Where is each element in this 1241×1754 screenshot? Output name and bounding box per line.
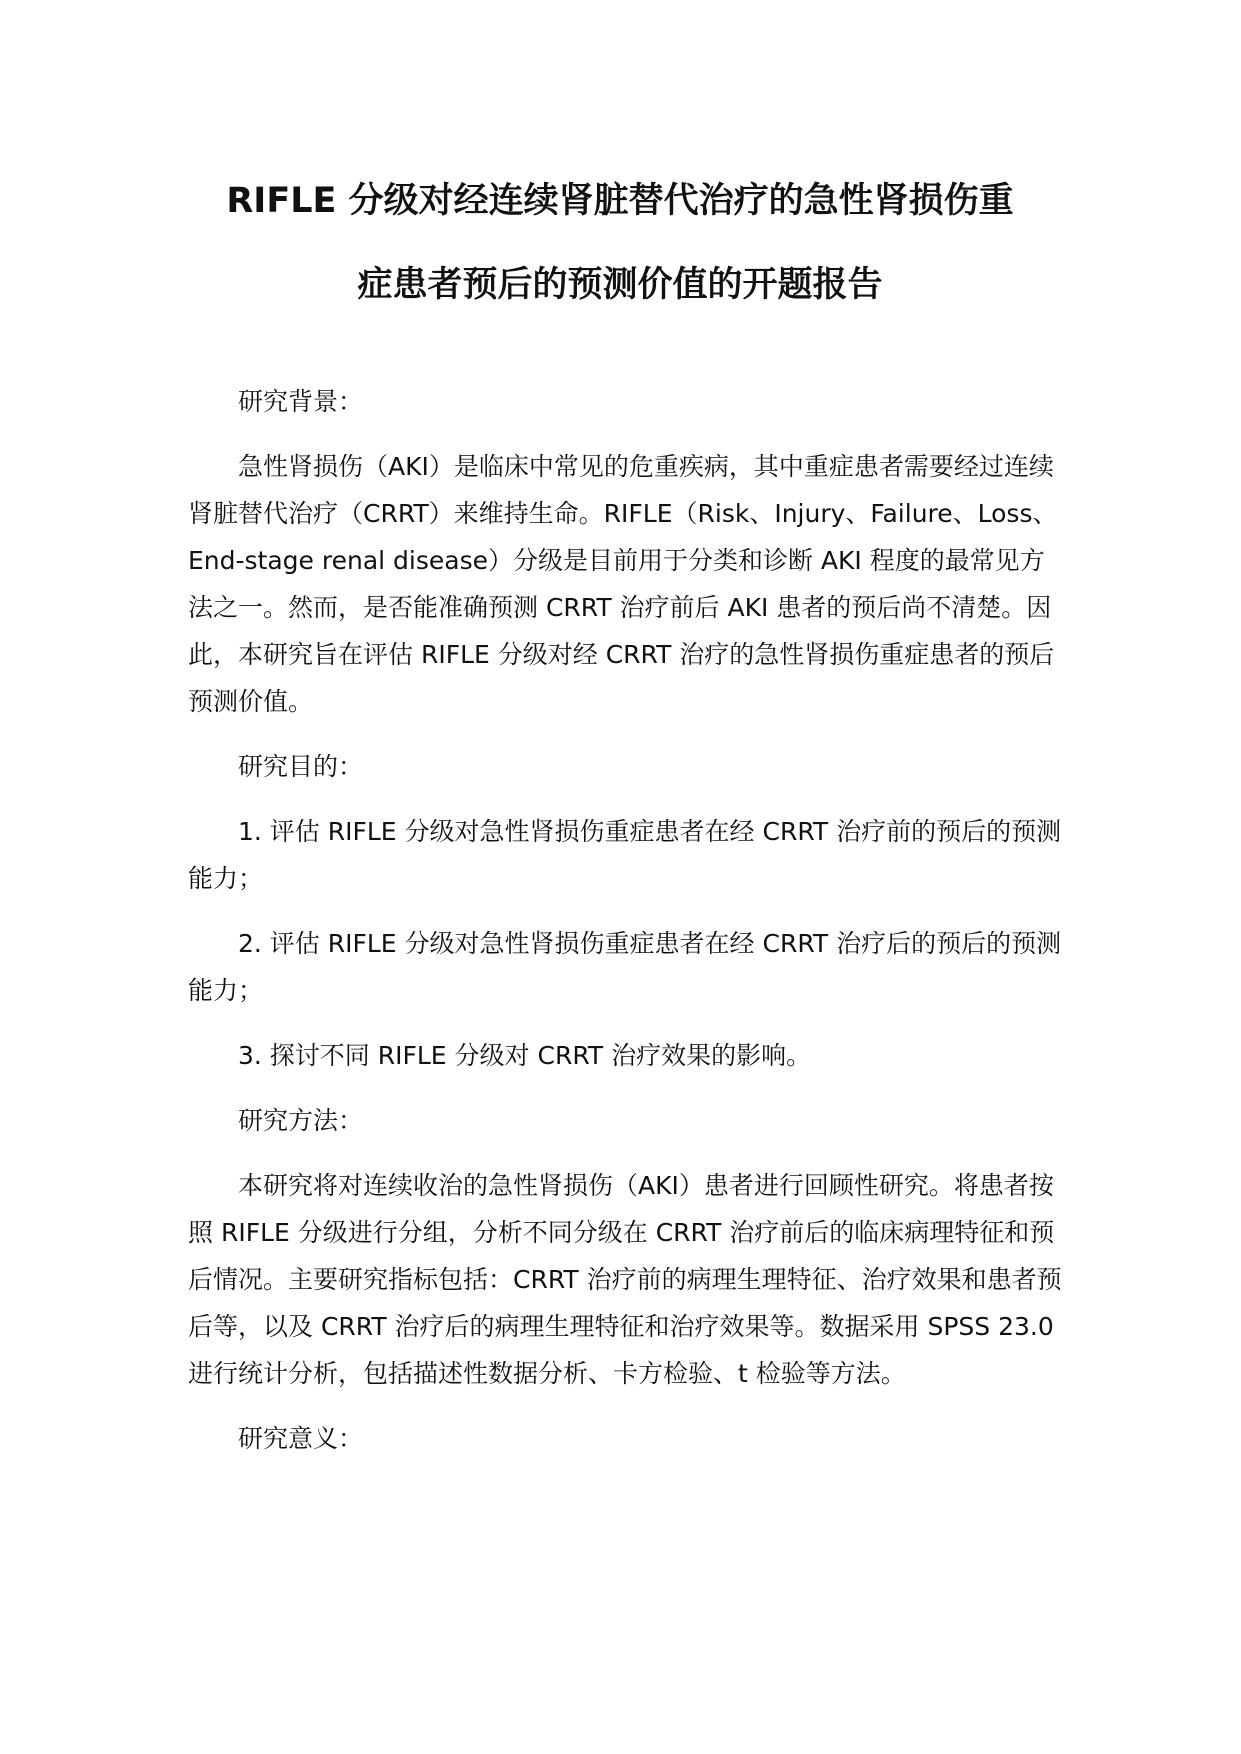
document-title-line-1: RIFLE 分级对经连续肾脏替代治疗的急性肾损伤重 xyxy=(226,181,1014,221)
background-heading: 研究背景： xyxy=(238,387,364,416)
methods-paragraph: 本研究将对连续收治的急性肾损伤（AKI）患者进行回顾性研究。将患者按照 RIFLE 分级进行分组，分析不同分级在 CRRT 治疗前后的临床病理特征和预后情况。主要研究指标包括：CRRT 治疗前的病理生理特征、治疗效果和患者预后等，以及 CRRT 治疗后的病理生理特征和治疗效果等。数据采用 SPSS 23.0 进行统计分析，包括描述性数据分析、卡方检验、t 检验等方法。 xyxy=(188,1171,1062,1388)
objective-item-3: 3. 探讨不同 RIFLE 分级对 CRRT 治疗效果的影响。 xyxy=(238,1041,812,1070)
objective-item-1: 1. 评估 RIFLE 分级对急性肾损伤重症患者在经 CRRT 治疗前的预后的预测能力； xyxy=(188,817,1062,893)
significance-heading: 研究意义： xyxy=(238,1424,364,1453)
background-paragraph: 急性肾损伤（AKI）是临床中常见的危重疾病，其中重症患者需要经过连续肾脏替代治疗（CRRT）来维持生命。RIFLE（Risk、Injury、Failure、Loss、End-stage renal disease）分级是目前用于分类和诊断 AKI 程度的最常见方法之一。然而，是否能准确预测 CRRT 治疗前后 AKI 患者的预后尚不清楚。因此，本研究旨在评估 RIFLE 分级对经 CRRT 治疗的急性肾损伤重症患者的预后预测价值。 xyxy=(188,452,1058,716)
document-title-line-2: 症患者预后的预测价值的开题报告 xyxy=(357,265,883,305)
methods-heading: 研究方法： xyxy=(238,1106,364,1135)
objective-item-2: 2. 评估 RIFLE 分级对急性肾损伤重症患者在经 CRRT 治疗后的预后的预测能力； xyxy=(188,929,1062,1005)
document-body xyxy=(188,378,1068,1480)
objective-heading: 研究目的： xyxy=(238,752,364,781)
